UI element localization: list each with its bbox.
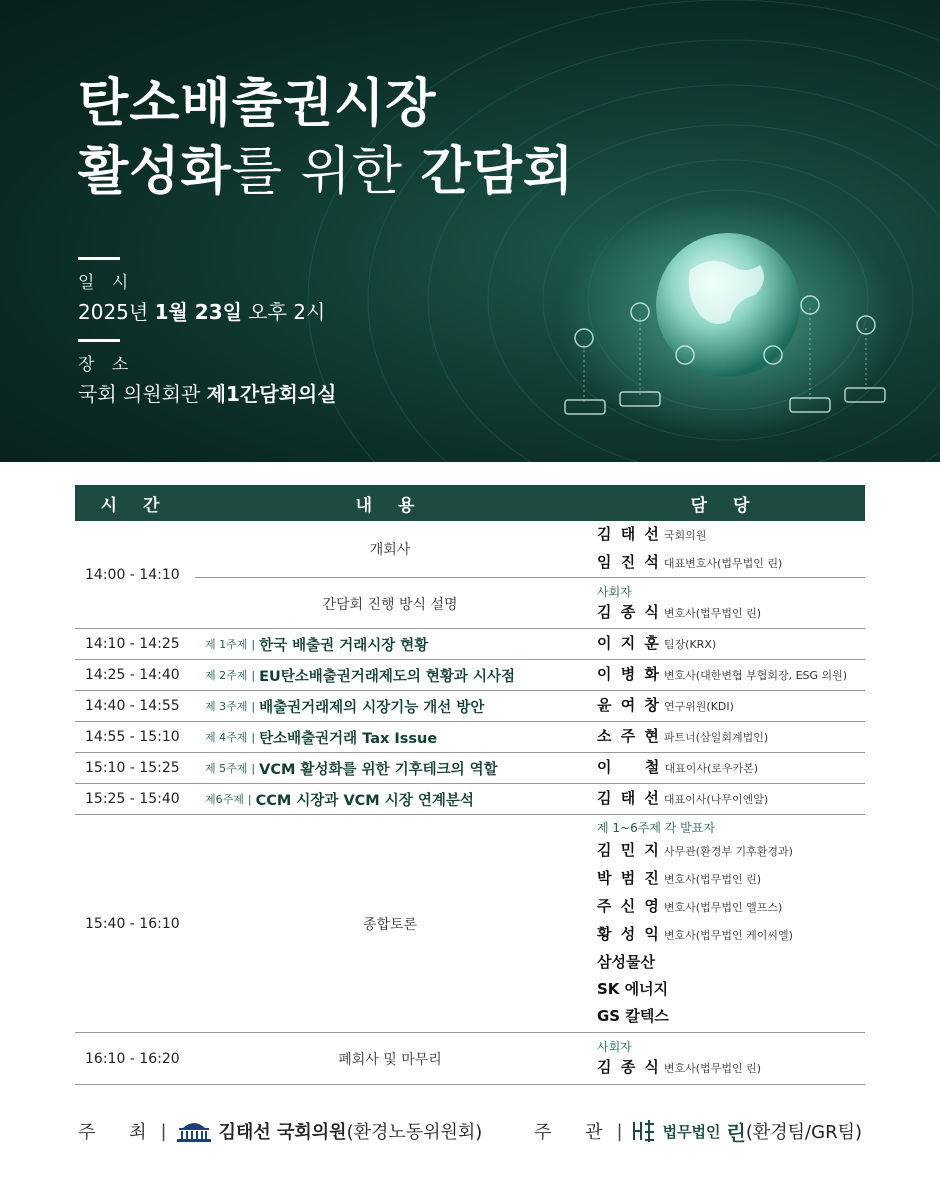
- person-name: 임 진 석: [597, 553, 661, 571]
- person: [597, 893, 865, 921]
- person-role: 변호사(법무법인 린): [663, 1061, 762, 1075]
- row-time: 14:40 - 14:55: [85, 698, 180, 714]
- panel-label: 제 1~6주제 각 발표자: [597, 821, 715, 835]
- opening-time: 14:00 - 14:10: [85, 567, 180, 583]
- assembly-building-icon: [175, 1119, 213, 1143]
- moderator-label: 사회자: [597, 1039, 632, 1054]
- topic-number: 제6주제: [205, 793, 244, 806]
- row-time: 15:25 - 15:40: [85, 791, 180, 807]
- person-role: 국회의원: [663, 529, 707, 542]
- topic-title: CCM 시장과 VCM 시장 연계분석: [255, 792, 474, 809]
- footer-separator: |: [160, 1120, 167, 1142]
- person-name: 주 신 영: [597, 897, 661, 915]
- person: [597, 521, 865, 549]
- table-row-discussion: [75, 815, 865, 1033]
- place-prefix: 국회 의원회관: [78, 382, 207, 406]
- place-value: [78, 378, 336, 407]
- table-row-topic-3: [75, 691, 865, 722]
- row-content: 제6주제 | CCM 시장과 VCM 시장 연계분석: [195, 784, 585, 814]
- moderator-label: 사회자: [597, 584, 632, 599]
- hero-banner: [0, 0, 940, 462]
- topic-number: 제 1주제: [205, 638, 248, 651]
- person-name: 김 종 식: [597, 1057, 661, 1076]
- topic-title: 탄소배출권거래 Tax Issue: [259, 730, 438, 747]
- host-label: 주 최: [78, 1122, 161, 1143]
- footer-credits: [78, 1116, 868, 1146]
- topic-number: 제 4주제: [205, 731, 248, 744]
- opening-content-1: 개회사: [369, 542, 411, 558]
- topic-title: EU탄소배출권거래제도의 현황과 시사점: [259, 668, 515, 685]
- person-role: 연구위원(KDI): [663, 700, 734, 713]
- row-time: 14:10 - 14:25: [85, 636, 180, 652]
- row-content: 종합토론: [362, 916, 418, 933]
- row-time: 15:10 - 15:25: [85, 760, 180, 776]
- organization: [597, 1003, 865, 1030]
- person-name: 박 범 진: [597, 869, 661, 887]
- topic-number: 제 3주제: [205, 700, 248, 713]
- row-content: 제 3주제 | 배출권거래제의 시장기능 개선 방안: [195, 691, 585, 721]
- opening-speakers-2: [585, 578, 865, 629]
- person-name: 김 태 선: [597, 789, 661, 807]
- person: [597, 549, 865, 577]
- person-name: 소 주 현: [597, 727, 661, 745]
- person-name: 김 종 식: [597, 602, 661, 621]
- person: [597, 865, 865, 893]
- opening-speakers-1: [585, 521, 865, 577]
- table-header: [75, 485, 865, 521]
- person-role: 팀장(KRX): [663, 638, 717, 651]
- row-content: 제 5주제 | VCM 활성화를 위한 기후테크의 역할: [195, 753, 585, 783]
- person-name: 김 태 선: [597, 525, 661, 543]
- date-prefix: 2025년: [78, 300, 155, 324]
- table-row-topic-1: [75, 629, 865, 660]
- date-divider: [78, 257, 120, 260]
- event-title: [78, 70, 574, 206]
- header-time: 시 간: [100, 495, 170, 516]
- row-time: 15:40 - 16:10: [85, 915, 180, 932]
- law-firm-name: 린: [726, 1120, 746, 1145]
- person-role: 대표이사(나무이엔알): [663, 793, 769, 806]
- person-name: 황 성 익: [597, 925, 661, 943]
- person: [597, 837, 865, 865]
- person-name: 이 병 화: [597, 665, 661, 683]
- row-speaker: [585, 753, 865, 783]
- row-time: 14:25 - 14:40: [85, 667, 180, 683]
- row-speaker: [585, 629, 865, 659]
- person: [597, 921, 865, 949]
- organizer: [534, 1116, 862, 1146]
- topic-title: VCM 활성화를 위한 기후테크의 역할: [259, 761, 498, 778]
- table-row-opening: [75, 521, 865, 629]
- organization: [597, 976, 865, 1003]
- row-time: 16:10 - 16:20: [85, 1050, 180, 1067]
- organizer-teams: (환경팀/GR팀): [745, 1122, 862, 1143]
- person-name: 이 지 훈: [597, 634, 661, 652]
- date-label: 일 시: [78, 273, 135, 293]
- title-line-2: [78, 138, 574, 206]
- org-name: GS 칼텍스: [597, 1007, 669, 1025]
- row-content: 폐회사 및 마무리: [338, 1051, 442, 1068]
- org-name: SK 에너지: [597, 980, 669, 998]
- topic-number: 제 5주제: [205, 762, 248, 775]
- person-name: 윤 여 창: [597, 696, 661, 714]
- title-light: 를 위한: [231, 142, 421, 202]
- host-committee: (환경노동위원회): [346, 1122, 483, 1143]
- person-name: 김 민 지: [597, 841, 661, 859]
- topic-title: 배출권거래제의 시장기능 개선 방안: [259, 699, 485, 716]
- row-speaker: [585, 1033, 865, 1084]
- person-role: 변호사(법무법인 린): [663, 606, 762, 620]
- topic-title: 한국 배출권 거래시장 현황: [259, 637, 429, 654]
- row-time: 14:55 - 15:10: [85, 729, 180, 745]
- title-bold-1: 활성화: [78, 142, 232, 202]
- date-value: [78, 296, 325, 325]
- table-row-topic-6: [75, 784, 865, 815]
- person-name: 이 철: [597, 758, 662, 776]
- person-role: 변호사(법무법인 린): [663, 873, 762, 886]
- date-suffix: 오후 2시: [241, 300, 326, 324]
- table-row-topic-5: [75, 753, 865, 784]
- person-role: 변호사(법무법인 케이씨엘): [663, 929, 793, 942]
- person-role: 대표이사(로우카본): [664, 762, 759, 775]
- place-bold: 제1간담회의실: [206, 382, 337, 406]
- footer-separator: |: [616, 1120, 623, 1142]
- row-speaker: [585, 722, 865, 752]
- person-role: 대표변호사(법무법인 린): [663, 557, 783, 570]
- org-name: 삼성물산: [597, 953, 655, 971]
- row-speaker: [585, 815, 865, 1032]
- row-speaker: [585, 784, 865, 814]
- person: [597, 601, 865, 625]
- person-role: 파트너(삼일회계법인): [663, 731, 769, 744]
- topic-number: 제 2주제: [205, 669, 248, 682]
- header-content: 내 용: [355, 495, 425, 516]
- person-role: 변호사(대한변협 부협회장, ESG 의원): [663, 669, 848, 682]
- header-speaker: 담 당: [690, 495, 760, 516]
- organization: [597, 949, 865, 976]
- table-row-topic-2: [75, 660, 865, 691]
- law-firm-logo-icon: [631, 1118, 657, 1144]
- row-content: 제 1주제 | 한국 배출권 거래시장 현황: [195, 629, 585, 659]
- host-name: 김태선 국회의원: [218, 1122, 347, 1143]
- law-firm-prefix: 법무법인: [662, 1122, 721, 1141]
- person: [597, 1056, 865, 1080]
- title-bold-2: 간담회: [420, 142, 575, 202]
- opening-content-2: 간담회 진행 방식 설명: [322, 596, 458, 613]
- place-divider: [78, 339, 120, 342]
- row-content: 제 4주제 | 탄소배출권거래 Tax Issue: [195, 722, 585, 752]
- table-row-closing: [75, 1033, 865, 1085]
- person-role: 사무관(환경부 기후환경과): [663, 845, 793, 858]
- organizer-label: 주 관: [534, 1122, 617, 1143]
- place-label: 장 소: [78, 355, 135, 375]
- row-content: 제 2주제 | EU탄소배출권거래제도의 현황과 시사점: [195, 660, 585, 690]
- row-speaker: [585, 660, 865, 690]
- schedule-table: [75, 485, 865, 1085]
- date-bold: 1월 23일: [154, 300, 242, 324]
- row-speaker: [585, 691, 865, 721]
- opening-item-1: [195, 521, 865, 577]
- table-row-topic-4: [75, 722, 865, 753]
- opening-item-2: [195, 578, 865, 629]
- title-line-1: 탄소배출권시장: [78, 74, 437, 134]
- person-role: 변호사(법무법인 엘프스): [663, 901, 783, 914]
